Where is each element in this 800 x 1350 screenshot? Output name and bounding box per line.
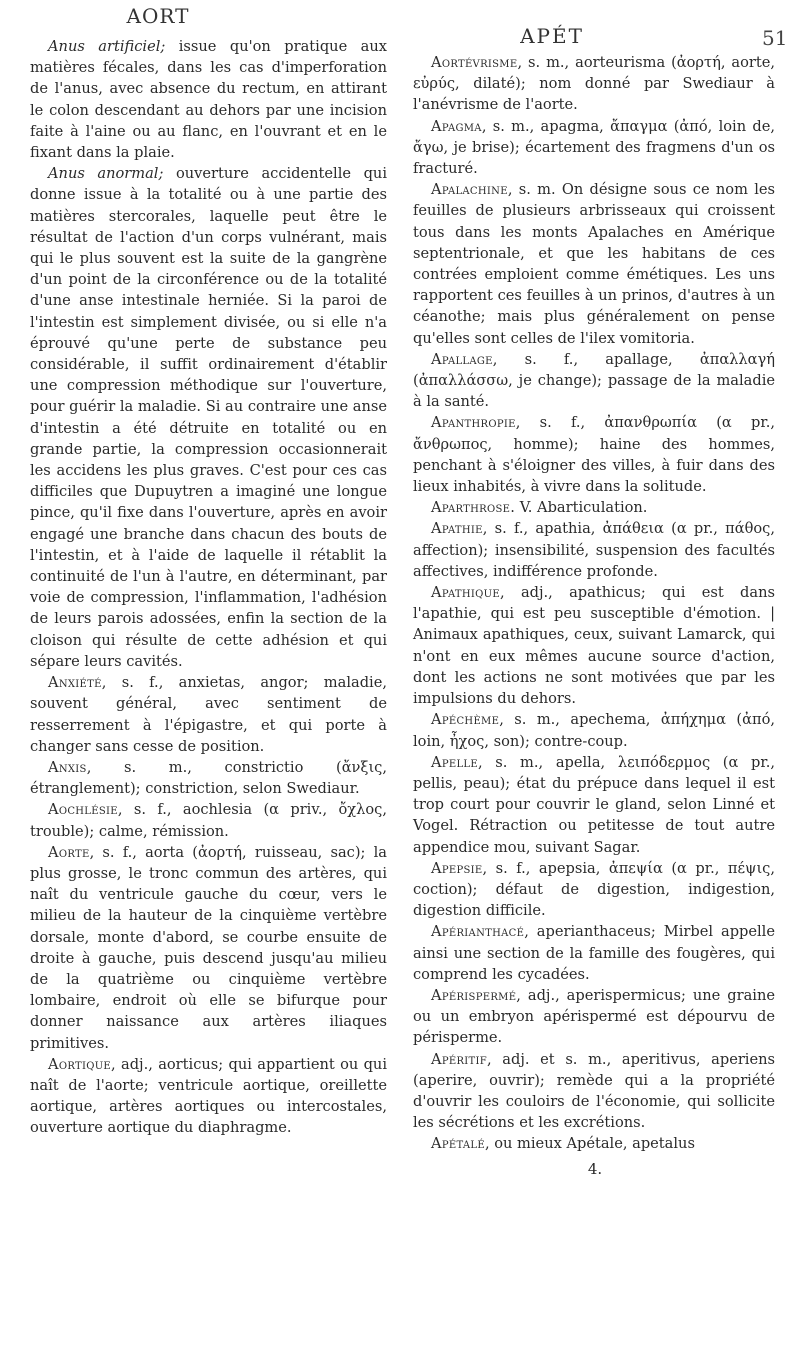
entry: Anus artificiel; issue qu'on pratique aux matières fécales, dans les cas d'imperforation de l'anus, avec absence du rectum, en attirant le colon descendant au dehors par une incision faite à l'aine ou au flanc, en l'ouvrant et en le fixant dans la plaie. bbox=[30, 38, 387, 162]
entry: Apéritif, adj. et s. m., aperitivus, aperiens (aperire, ouvrir); remède qui a la propriété d'ouvrir les couloirs de l'économie, qui sollicite les sécrétions et les excrétions. bbox=[413, 1050, 775, 1132]
entry: Apérispermé, adj., aperispermicus; une graine ou un embryon apérispermé est dépourvu de périsperme. bbox=[413, 986, 775, 1047]
entry: Apalachine, s. m. On désigne sous ce nom les feuilles de plusieurs arbrisseaux qui croissent tous dans les monts Apalaches en Amérique septentrionale, et que les habitans de ces contrées emploient comme émétiques. Les uns rapportent ces feuilles à un prinos, d'autres à un céanothe; mais plus généralement on pense qu'elles sont celles de l'ilex vomitoria. bbox=[413, 181, 775, 347]
entry: Apathie, s. f., apathia, ἀπάθεια (α pr., πάθος, affection); insensibilité, suspension des facultés affectives, indifférence profonde. bbox=[413, 520, 775, 580]
entry: Aortique, adj., aorticus; qui appartient ou qui naît de l'aorte; ventricule aortique, oreillette aortique, artères aortiques ou intercostales, ouverture aortique du diaphragme. bbox=[30, 1055, 387, 1137]
running-head-right: APÉT bbox=[520, 24, 584, 48]
entry: Anus anormal; ouverture accidentelle qui donne issue à la totalité ou à une partie des matières stercorales, laquelle peut être le résultat de l'action d'un corps vulnérant, mais qui le plus souvent est la suite de la gangrène d'un point de la circonférence ou de la totalité d'une anse intestinale herniée. Si la paroi de l'intestin est simplement divisée, ou si elle n'a éprouvé qu'une perte de substance peu considérable, il suffit ordinairement d'établir une compression méthodique sur l'ouverture, pour guérir la maladie. Si au contraire une anse d'intestin a été détruite en totalité ou en grande partie, la compression occasionnerait les accidens les plus graves. C'est pour ces cas difficiles que Dupuytren a imaginé une longue pince, qu'il fixe dans l'ouverture, après en avoir engagé une branche dans chacun des bouts de l'intestin, et à l'aide de laquelle il rétablit la continuité de l'un à l'autre, en déterminant, par voie de compression, l'inflammation, l'adhésion de leurs parois adossées, enfin la section de la cloison qui résulte de cette adhésion et qui sépare leurs cavités. bbox=[30, 165, 388, 670]
entry: Apelle, s. m., apella, λειπόδερμος (α pr., pellis, peau); état du prépuce dans lequel il est trop court pour couvrir le gland, selon Linné et Vogel. Rétraction ou petitesse de tout autre appendice mou, suivant Sagar. bbox=[413, 753, 775, 856]
left-column bbox=[30, 36, 387, 1139]
signature-mark: 4. bbox=[587, 1159, 603, 1178]
entry: Apepsie, s. f., apepsia, ἀπεψία (α pr., πέψις, coction); défaut de digestion, indigestion, digestion difficile. bbox=[413, 859, 775, 920]
running-head-left: AORT bbox=[126, 4, 190, 28]
entry: Aochlésie, s. f., aochlesia (α priv., ὄχλος, trouble); calme, rémission. bbox=[30, 801, 387, 840]
entry: Anxis, s. m., constrictio (ἄνξις, étranglement); constriction, selon Swediaur. bbox=[30, 758, 387, 798]
entry: Aparthrose. V. Abarticulation. bbox=[431, 499, 648, 517]
entry: Apérianthacé, aperianthaceus; Mirbel appelle ainsi une section de la famille des fougères, qui comprend les cycadées. bbox=[413, 923, 775, 983]
entry: Apathique, adj., apathicus; qui est dans l'apathie, qui est peu susceptible d'émotion. | Animaux apathiques, ceux, suivant Lamarck, qui n'ont en eux mêmes aucune source d'action, dont les actions ne sont motivées que par les impulsions du dehors. bbox=[413, 584, 775, 708]
entry: Anxiété, s. f., anxietas, angor; maladie, souvent général, avec sentiment de resserrement à l'épigastre, et qui porte à changer sans cesse de position. bbox=[30, 674, 387, 755]
entry: Apanthropie, s. f., ἀπανθρωπία (α pr., ἄνθρωπος, homme); haine des hommes, penchant à s'éloigner des villes, à fuir dans des lieux inhabités, à vivre dans la solitude. bbox=[413, 414, 775, 496]
page-number: 51 bbox=[762, 26, 788, 50]
entry: Apéchème, s. m., apechema, ἀπήχημα (ἀπό, loin, ἦχος, son); contre-coup. bbox=[413, 711, 775, 750]
entry: Aorte, s. f., aorta (ἀορτή, ruisseau, sac); la plus grosse, le tronc commun des artères, qui naît du ventricule gauche du cœur, vers le milieu de la hauteur de la cinquième vertèbre dorsale, monte d'abord, se courbe ensuite de droite à gauche, puis descend jusqu'au milieu de la quatrième ou cinquième vertèbre lombaire, endroit où elle se bifurque pour donner naissance aux artères iliaques primitives. bbox=[30, 843, 387, 1052]
right-column bbox=[413, 52, 775, 1180]
entry: Apétalé, ou mieux Apétale, apetalus bbox=[431, 1135, 695, 1153]
entry: Apallage, s. f., apallage, ἀπαλλαγή (ἀπαλλάσσω, je change); passage de la maladie à la santé. bbox=[413, 350, 775, 411]
entry: Aortévrisme, s. m., aorteurisma (ἀορτή, aorte, εὐρύς, dilaté); nom donné par Swediaur à l'anévrisme de l'aorte. bbox=[413, 54, 775, 114]
entry: Apagma, s. m., apagma, ἄπαγμα (ἀπό, loin de, ἄγω, je brise); écartement des fragmens d'un os fracturé. bbox=[413, 117, 775, 178]
